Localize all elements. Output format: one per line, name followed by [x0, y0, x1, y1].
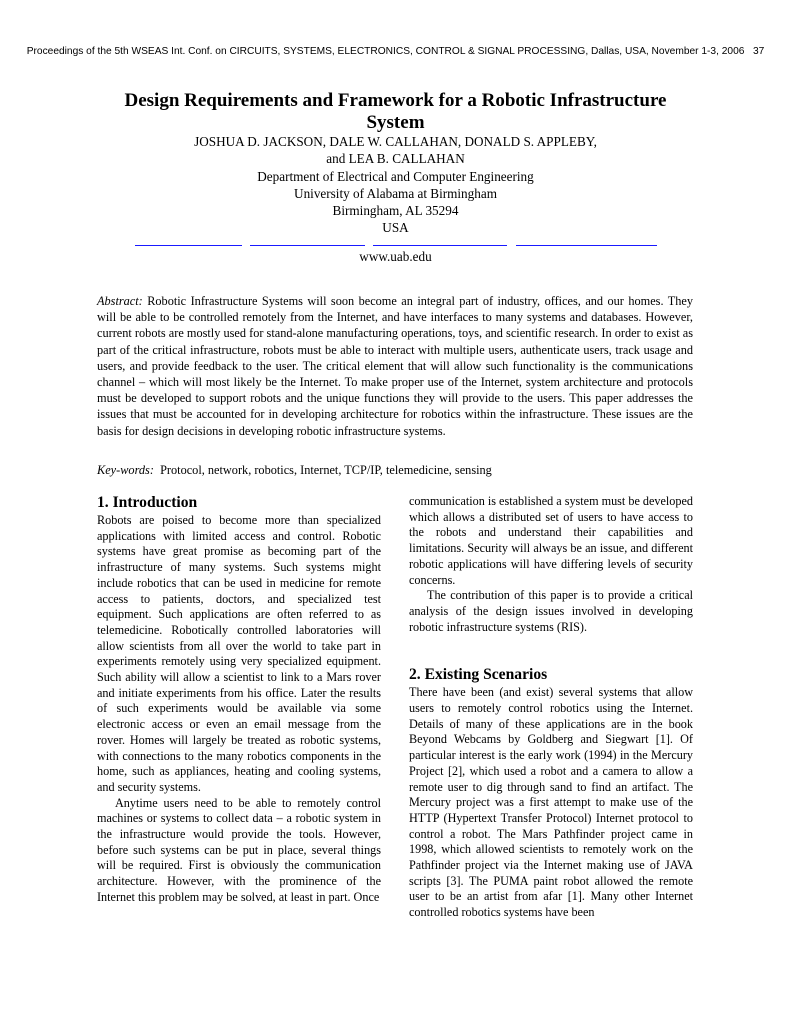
- title-line-2: System: [366, 112, 425, 133]
- keywords: [97, 462, 693, 478]
- website: www.uab.edu: [359, 249, 432, 264]
- existing-heading: 2. Existing Scenarios: [409, 666, 548, 684]
- section-spacer: [409, 635, 693, 666]
- abstract: [97, 293, 693, 439]
- authors-line-2: and LEA B. CALLAHAN: [326, 151, 465, 167]
- intro-paragraph-1: Robots are poised to become more than specialized applications with limited access and control. Robotic systems have great promise as becoming part of the infrastructure of many systems. Such systems might include robotics that can be used in medicine for remote access to patients, doctors, and specialized test equipment. Such applications are often referred to as telemedicine. Robotically controlled laboratories will allow scientists from all over the world to take part in experiments remotely using very specialized equipment. Such ability will allow a scientist to link to a Mars rover and initiate experiments from his office. Later the results of such experiments would be available via some electronic access or even an email message from the rover. Homes will largely be treated as robotic systems, with connections to the many robotics components in the home, such as appliances, heating and cooling systems, and security systems.: [97, 513, 381, 794]
- keywords-label: Key-words:: [97, 463, 154, 477]
- paper-title: [80, 90, 711, 134]
- keywords-text: Protocol, network, robotics, Internet, TCP/IP, telemedicine, sensing: [160, 463, 492, 477]
- intro-heading: 1. Introduction: [97, 494, 198, 511]
- existing-paragraph-1: There have been (and exist) several systems that allow users to remotely control robotics using the Internet. Details of many of these applications are in the book Beyond Webcams by Goldberg and Siegwart [1]. Of particular interest is the early work (1994) in the Mercury Project [2], which used a robot and a camera to allow a remote user to dig through sand to find an artifact. The Mercury project was a first attempt to make use of the HTTP (Hypertext Transfer Protocol) Internet protocol to control a robot. The Mars Pathfinder project came in 1998, which allowed scientists to remotely work on the Pathfinder project via the Internet making use of JAVA scripts [3]. The PUMA paint robot allowed the remote user to be an artist from afar [1]. Many other Internet controlled robotics systems have been: [409, 685, 693, 920]
- intro-paragraph-2: Anytime users need to be able to remotely control machines or systems to collect data – a robotic system in the infrastructure would provide the tools. However, before such systems can be put in place, several things will be required. First is obviously the communication architecture. However, with the prominence of the Internet this problem may be solved, at least in part. Once: [97, 795, 381, 904]
- country: USA: [382, 220, 409, 236]
- city: Birmingham, AL 35294: [332, 203, 459, 219]
- author-block: [80, 133, 711, 237]
- intro-paragraph-4: The contribution of this paper is to provide a critical analysis of the design issues involved in developing robotic infrastructure systems (RIS).: [409, 588, 693, 634]
- proceedings-line: Proceedings of the 5th WSEAS Int. Conf. on CIRCUITS, SYSTEMS, ELECTRONICS, CONTROL & SIGNAL PROCESSING, Dallas, USA, November 1-3, 2006: [26, 46, 745, 57]
- page-number: 37: [752, 46, 765, 57]
- email-links: [135, 245, 657, 247]
- title-line-1: Design Requirements and Framework for a Robotic Infrastructure: [124, 90, 667, 111]
- email-link-3[interactable]: [373, 245, 507, 246]
- email-link-1[interactable]: [135, 245, 242, 246]
- authors-line-1: JOSHUA D. JACKSON, DALE W. CALLAHAN, DONALD S. APPLEBY,: [194, 134, 597, 149]
- university: University of Alabama at Birmingham: [294, 185, 497, 201]
- email-link-4[interactable]: [516, 245, 657, 246]
- running-header: [20, 46, 771, 57]
- abstract-text: Robotic Infrastructure Systems will soon become an integral part of industry, offices, and our homes. They will be able to be controlled remotely from the Internet, and have interfaces to many systems and databases. However, current robots are mostly used for stand-alone manufacturing operations, toys, and scientific research. In order to exist as part of the critical infrastructure, robots must be able to interact with multiple users, authenticate users, track usage and users, and provide feedback to the user. The critical element that will allow such functionality is the communications channel – which will most likely be the Internet. To make proper use of the Internet, system architecture and protocols must be developed to support robots and the unique functions they will provide to the users. This paper addresses the issues that must be accounted for in developing architecture for robotics within the infrastructure. These issues are the basis for design decisions in developing robotic infrastructure systems.: [97, 294, 693, 438]
- department: Department of Electrical and Computer Engineering: [257, 168, 534, 184]
- left-column: [97, 494, 381, 906]
- email-link-2[interactable]: [250, 245, 365, 246]
- intro-paragraph-3: communication is established a system must be developed which allows a distributed set of users to have access to the robots and understand their capabilities and limitations. Security will always be an issue, and different robotic applications will have differing levels of security concerns.: [409, 494, 693, 587]
- right-column: [409, 494, 693, 921]
- abstract-label: Abstract:: [97, 294, 143, 308]
